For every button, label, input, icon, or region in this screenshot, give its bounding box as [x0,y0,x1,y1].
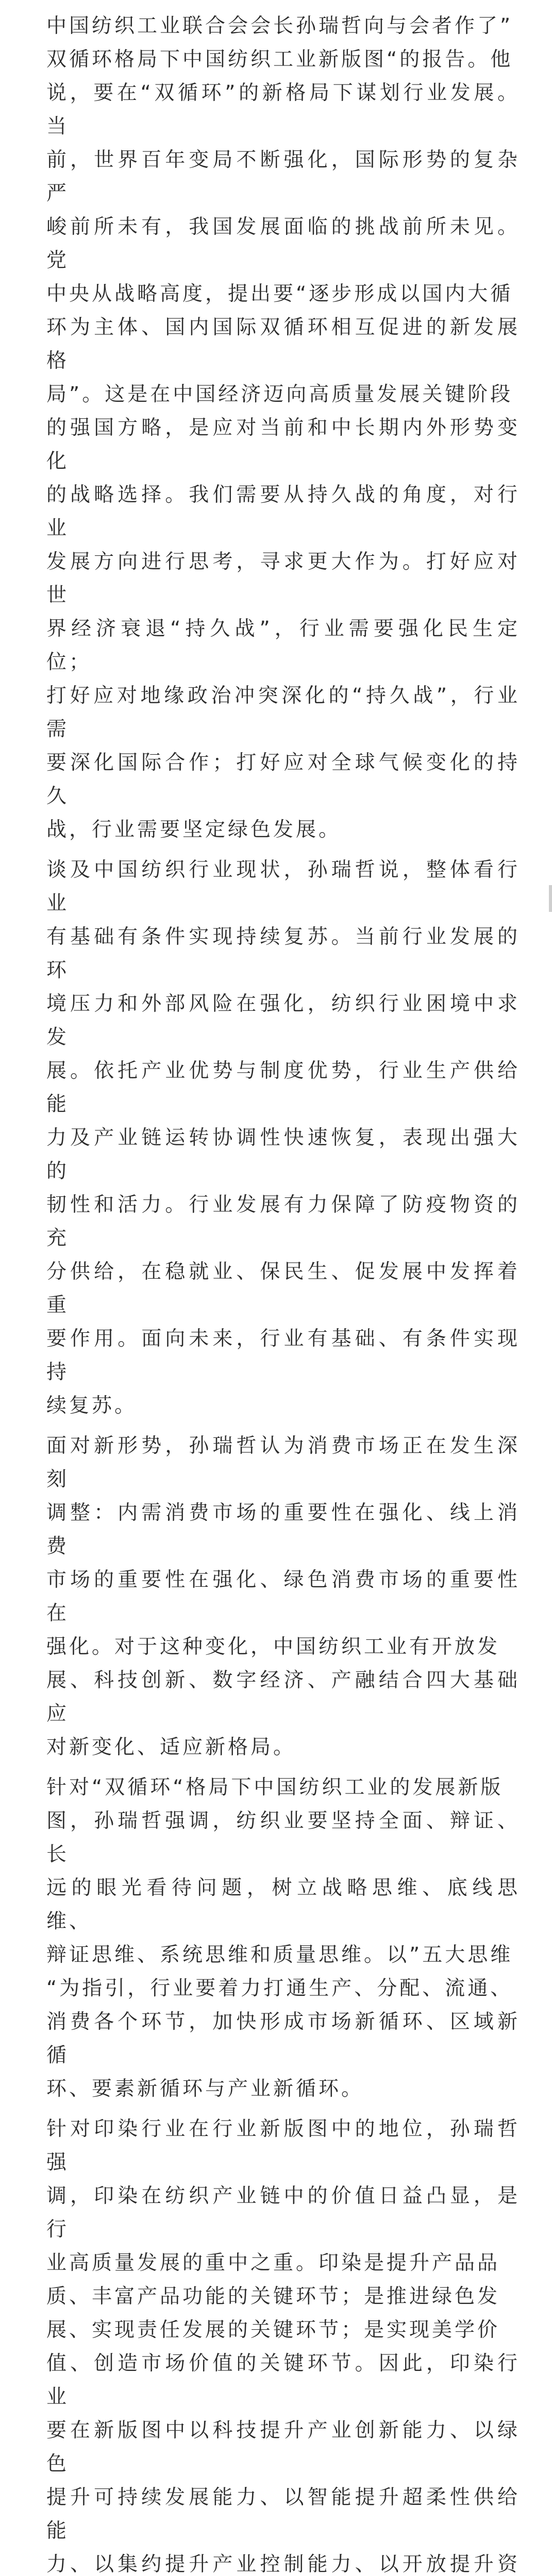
paragraph-industry-status: 谈及中国纺织行业现状，孙瑞哲说，整体看行业 有基础有条件实现持续复苏。当前行业发展的环 境压力和外部风险在强化，纺织行业困境中求发 展。依托产业优势与制度优势，行业生产供给能 力及产业链运转协调性快速恢复，表现出强大的 韧性和活力。行业发展有力保障了防疫物资的充 分供给，在稳就业、保民生、促发展中发挥着重 要作用。面向未来，行业有基础、有条件实现持 续复苏。 [46,858,520,1417]
paragraph-consumer-market: 面对新形势，孙瑞哲认为消费市场正在发生深刻 调整：内需消费市场的重要性在强化、线上消费 市场的重要性在强化、绿色消费市场的重要性在 强化。对于这种变化，中国纺织工业有开放发 展、科技创新、数字经济、产融结合四大基础应 对新变化、适应新格局。 [46,1434,520,1759]
paragraph-report-intro: 中国纺织工业联合会会长孙瑞哲向与会者作了” 双循环格局下中国纺织工业新版图“的报告。他 说，要在“双循环”的新格局下谋划行业发展。当 前，世界百年变局不断强化，国际形势的复杂严 峻前所未有，我国发展面临的挑战前所未见。党 中央从战略高度，提出要“逐步形成以国内大循 环为主体、国内国际双循环相互促进的新发展格 局”。这是在中国经济迈向高质量发展关键阶段 的强国方略，是应对当前和中长期内外形势变化 的战略选择。我们需要从持久战的角度，对行业 发展方向进行思考，寻求更大作为。打好应对世 界经济衰退“持久战”，行业需要强化民生定位； 打好应对地缘政治冲突深化的“持久战”，行业需 要深化国际合作；打好应对全球气候变化的持久 战，行业需要坚定绿色发展。 [46,14,520,841]
paragraph-dyeing-industry: 针对印染行业在行业新版图中的地位，孙瑞哲强 调，印染在纺织产业链中的价值日益凸显，是行 业高质量发展的重中之重。印染是提升产品品 质、丰富产品功能的关键环节；是推进绿色发 展、实现责任发展的关键环节；是实现美学价 值、创造市场价值的关键环节。因此，印染行业 要在新版图中以科技提升产业创新能力、以绿色 提升可持续发展能力、以智能提升超柔性供给能 力、以集约提升产业控制能力、以开放提升资 [46,2117,520,2576]
paragraph-dual-circulation: 针对“双循环“格局下中国纺织工业的发展新版 图，孙瑞哲强调，纺织业要坚持全面、辩证、长 远的眼光看待问题，树立战略思维、底线思维、 辩证思维、系统思维和质量思维。以”五大思维 “为指引，行业要着力打通生产、分配、流通、 消费各个环节，加快形成市场新循环、区域新循 环、要素新循环与产业新循环。 [46,1776,520,2100]
scroll-edge-marker [549,885,552,912]
